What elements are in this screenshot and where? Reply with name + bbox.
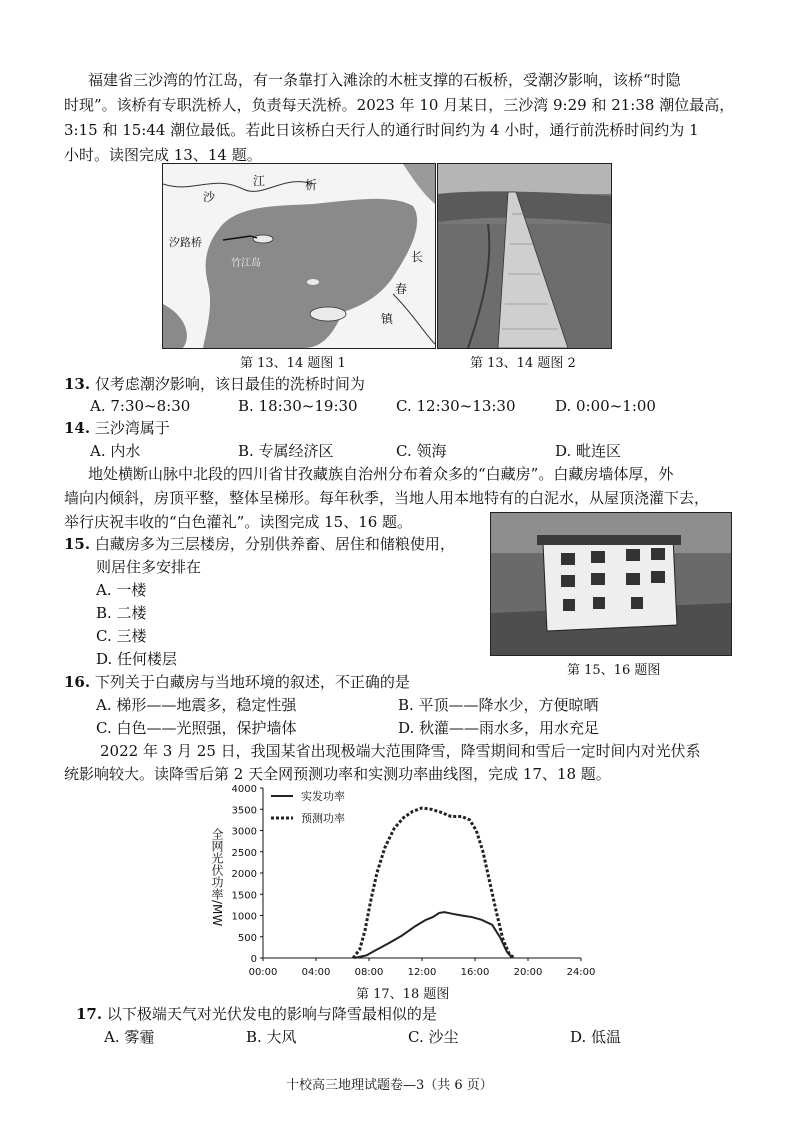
q16-option-b[interactable]: B. 平顶——降水少，方便晾晒 [398,696,599,714]
map-label-zhen: 镇 [381,312,394,326]
map-label-chang: 长 [411,250,424,264]
map-label-sha: 沙 [203,190,216,204]
house-photo-caption: 第 15、16 题图 [567,663,661,678]
q14-option-a[interactable]: A. 内水 [90,442,141,460]
q16-stem-text: 下列关于白藏房与当地环境的叙述，不正确的是 [94,673,410,691]
intro2-line-2: 墙向内倾斜，房顶平整，整体呈梯形。每年秋季，当地人用本地特有的白泥水，从屋顶浇灌下去， [64,489,710,507]
q14-number: 14. [64,419,91,437]
bridge-photo-caption: 第 13、14 题图 2 [470,356,576,371]
x-tick-label: 20:00 [513,967,543,978]
y-tick-label: 3000 [231,826,257,838]
series-line-forecast [353,808,515,958]
map-label-jiang: 江 [253,174,266,188]
q16-option-a[interactable]: A. 梯形——地震多，稳定性强 [96,696,297,714]
intro1-line-4: 小时。读图完成 13、14 题。 [64,146,262,164]
q17-stem-text: 以下极端天气对光伏发电的影响与降雪最相似的是 [106,1005,437,1023]
q17-option-d[interactable]: D. 低温 [570,1028,622,1046]
q13-option-b[interactable]: B. 18:30~19:30 [238,397,358,415]
intro1-line-2: 时现”。该桥有专职洗桥人，负责每天洗桥。2023 年 10 月某日，三沙湾 9:29 和 21:38 潮位最高， [64,96,735,114]
bridge-photo [437,163,612,349]
q15-option-a[interactable]: A. 一楼 [96,581,147,599]
power-line-chart [195,778,615,993]
map-label-chun: 春 [395,282,408,296]
y-tick-label: 4000 [231,784,257,795]
intro1-line-1: 福建省三沙湾的竹江岛，有一条靠打入滩涂的木桩支撑的石板桥，受潮汐影响，该桥“时隐 [88,71,681,89]
house-photo-drawing [491,513,731,655]
y-tick-label: 2000 [231,869,257,880]
q15-option-d[interactable]: D. 任何楼层 [96,650,178,668]
q13-option-c[interactable]: C. 12:30~13:30 [396,397,516,415]
page-footer: 十校高三地理试题卷—3（共 6 页） [286,1078,493,1093]
y-tick-label: 500 [237,932,257,944]
q15-number: 15. [64,535,91,553]
series-line-actual [354,912,512,958]
q15-option-b[interactable]: B. 二楼 [96,604,147,622]
house-photo [490,512,732,656]
intro1-line-3: 3:15 和 15:44 潮位最低。若此日该桥白天行人的通行时间约为 4 小时，通行前洗桥时间约为 1 [64,121,699,139]
map-figure [162,163,436,349]
intro3-line-2: 统影响较大。读降雪后第 2 天全网预测功率和实测功率曲线图，完成 17、18 题。 [64,765,611,783]
q14-stem [64,418,170,438]
y-tick-label: 2500 [231,847,257,859]
q17-number: 17. [76,1005,103,1023]
y-tick-label: 1000 [231,911,257,923]
intro3-line-1: 2022 年 3 月 25 日，我国某省出现极端大范围降雪，降雪期间和雪后一定时间内对光伏系 [100,742,701,760]
chart-caption: 第 17、18 题图 [356,987,450,1002]
q17-option-b[interactable]: B. 大风 [246,1028,297,1046]
x-tick-label: 16:00 [460,967,490,978]
q13-option-d[interactable]: D. 0:00~1:00 [555,397,656,415]
q16-option-c[interactable]: C. 白色——光照强，保护墙体 [96,719,297,737]
q14-stem-text: 三沙湾属于 [94,419,170,437]
legend-label: 实发功率 [301,790,345,803]
intro2-line-1: 地处横断山脉中北段的四川省甘孜藏族自治州分布着众多的“白藏房”。白藏房墙体厚，外 [88,465,674,483]
q17-stem [76,1004,437,1024]
q13-stem [64,374,365,394]
x-tick-label: 00:00 [248,967,278,978]
x-tick-label: 12:00 [407,967,437,978]
q15-stem-line-1 [64,534,455,554]
x-tick-label: 08:00 [354,967,384,978]
q15-stem-text-1: 白藏房多为三层楼房，分别供养畜、居住和储粮使用， [94,535,455,553]
map-label-bridge: 汐路桥 [169,236,202,249]
y-axis-label: 全网光伏功率/MW [210,828,224,927]
x-tick-label: 24:00 [566,967,596,978]
bridge-photo-drawing [438,164,611,348]
map-label-xi: 析 [305,178,318,192]
map-caption: 第 13、14 题图 1 [240,356,346,371]
q17-option-c[interactable]: C. 沙尘 [408,1028,459,1046]
q13-option-a[interactable]: A. 7:30~8:30 [90,397,191,415]
q16-number: 16. [64,673,91,691]
q17-option-a[interactable]: A. 雾霾 [104,1028,155,1046]
legend-label: 预测功率 [301,812,345,825]
q15-stem-line-2: 则居住多安排在 [96,558,202,576]
x-tick-label: 04:00 [301,967,331,978]
intro2-line-3: 举行庆祝丰收的“白色灌礼”。读图完成 15、16 题。 [64,513,413,531]
q14-option-d[interactable]: D. 毗连区 [555,442,622,460]
q16-option-d[interactable]: D. 秋灌——雨水多，用水充足 [398,719,600,737]
q14-option-b[interactable]: B. 专属经济区 [238,442,334,460]
q14-option-c[interactable]: C. 领海 [396,442,447,460]
map-label-island: 竹江岛 [231,258,261,269]
q15-option-c[interactable]: C. 三楼 [96,627,147,645]
y-tick-label: 0 [250,954,257,965]
y-tick-label: 3500 [231,805,257,817]
q13-number: 13. [64,375,91,393]
q13-stem-text: 仅考虑潮汐影响，该日最佳的洗桥时间为 [94,375,365,393]
y-tick-label: 1500 [231,890,257,902]
q16-stem [64,672,410,692]
